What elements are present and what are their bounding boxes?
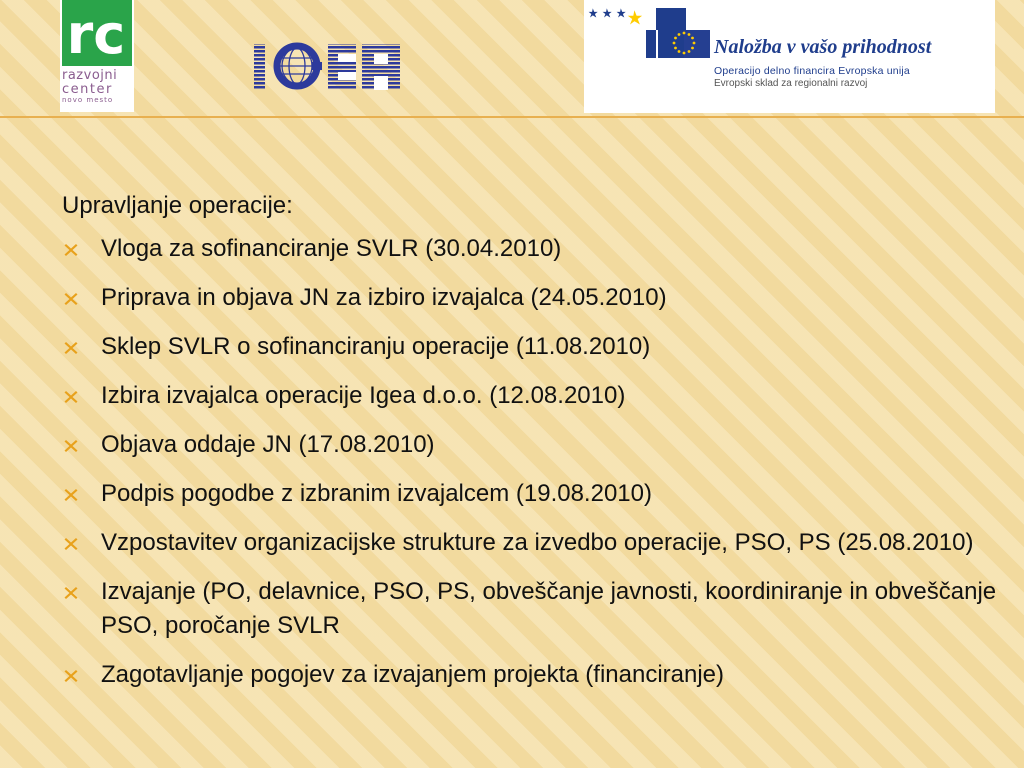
- rc-logo-line1: razvojni: [62, 68, 118, 83]
- list-item: [62, 477, 1002, 511]
- list-item: [62, 379, 1002, 413]
- list-item-text: Priprava in objava JN za izbiro izvajalca (24.05.2010): [101, 284, 667, 311]
- milestone-list: [62, 232, 1002, 692]
- svg-text:rc: rc: [66, 3, 126, 66]
- eu-funding-line1: Operacijo delno financira Evropska unija: [714, 65, 910, 77]
- list-item: [62, 330, 1002, 364]
- list-item: [62, 281, 1002, 315]
- list-item-text: Vloga za sofinanciranje SVLR (30.04.2010): [101, 235, 562, 262]
- bullet-x-icon: [62, 241, 80, 259]
- list-item-text: Sklep SVLR o sofinanciranju operacije (11.08.2010): [101, 333, 651, 360]
- rc-logo: [60, 0, 134, 112]
- list-item-text: Izvajanje (PO, delavnice, PSO, PS, obveščanje javnosti, koordiniranje in obveščanje PSO, poročanje SVLR: [101, 578, 997, 639]
- list-item: [62, 428, 1002, 462]
- header-divider: [0, 116, 1024, 118]
- list-item-text: Podpis pogodbe z izbranim izvajalcem (19.08.2010): [101, 480, 652, 507]
- bullet-x-icon: [62, 388, 80, 406]
- list-item-text: Zagotavljanje pogojev za izvajanjem projekta (financiranje): [101, 661, 725, 688]
- rc-mark-icon: [62, 0, 132, 66]
- list-item: [62, 232, 1002, 266]
- bullet-x-icon: [62, 290, 80, 308]
- bullet-x-icon: [62, 486, 80, 504]
- eu-flag-icon: [584, 0, 714, 80]
- rc-logo-line2: center: [62, 82, 113, 97]
- rc-logo-line3: novo mesto: [62, 96, 114, 104]
- bullet-x-icon: [62, 535, 80, 553]
- bullet-x-icon: [62, 667, 80, 685]
- eu-slogan: Naložba v vašo prihodnost: [714, 36, 932, 58]
- list-item-text: Izbira izvajalca operacije Igea d.o.o. (12.08.2010): [101, 382, 626, 409]
- list-item: [62, 526, 1002, 560]
- list-item: [62, 575, 1002, 643]
- eu-funding-line2: Evropski sklad za regionalni razvoj: [714, 78, 868, 89]
- igea-logo: [252, 38, 402, 96]
- bullet-x-icon: [62, 584, 80, 602]
- section-heading: Upravljanje operacije:: [62, 192, 293, 219]
- list-item-text: Objava oddaje JN (17.08.2010): [101, 431, 435, 458]
- bullet-x-icon: [62, 437, 80, 455]
- slide-content: [62, 190, 1002, 707]
- bullet-x-icon: [62, 339, 80, 357]
- list-item: [62, 658, 1002, 692]
- list-item-text: Vzpostavitev organizacijske strukture za izvedbo operacije, PSO, PS (25.08.2010): [101, 529, 974, 556]
- eu-funding-banner: [584, 0, 995, 113]
